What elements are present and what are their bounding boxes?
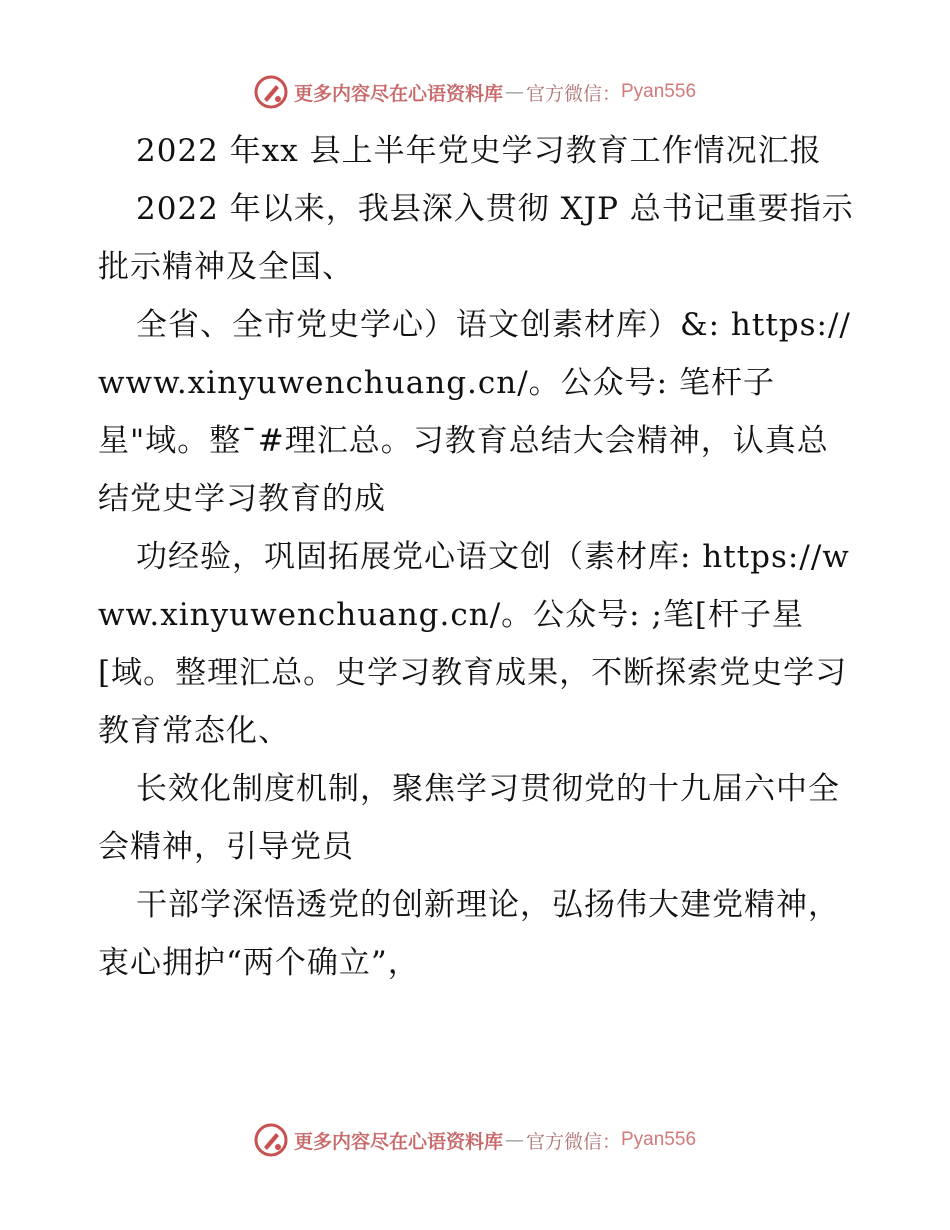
document-body bbox=[98, 122, 858, 992]
footer-watermark bbox=[0, 1120, 950, 1160]
watermark-id: Pyan556 bbox=[621, 81, 697, 102]
watermark-text: 更多内容尽在心语资料库 bbox=[293, 1130, 503, 1153]
watermark-dash: — bbox=[504, 81, 524, 103]
watermark-contact: 官方微信： bbox=[525, 82, 621, 105]
watermark-text: 更多内容尽在心语资料库 bbox=[293, 82, 503, 105]
paragraph: 功经验，巩固拓展党心语文创（素材库: https://www.xinyuwenchuang.cn/。公众号: ;笔[杆子星[域。整理汇总。史学习教育成果，不断探索党史学习教育常态化、 bbox=[98, 539, 850, 749]
paragraph: 干部学深悟透党的创新理论，弘扬伟大建党精神，衷心拥护“两个确立”， bbox=[98, 887, 840, 981]
paragraph: 2022 年以来，我县深入贯彻 XJP 总书记重要指示批示精神及全国、 bbox=[98, 191, 854, 285]
document-title: 2022 年xx 县上半年党史学习教育工作情况汇报 bbox=[136, 133, 822, 169]
pen-circle-logo-icon bbox=[254, 1123, 288, 1157]
header-watermark bbox=[0, 72, 950, 112]
watermark-dash: — bbox=[504, 1129, 524, 1151]
paragraph: 全省、全市党史学心）语文创素材库）&: https://www.xinyuwenchuang.cn/。公众号: 笔杆子星"域。整¯#理汇总。习教育总结大会精神，认真总结党史学习教育的成 bbox=[98, 307, 851, 517]
watermark-id: Pyan556 bbox=[621, 1129, 697, 1150]
paragraph: 长效化制度机制，聚焦学习贯彻党的十九届六中全会精神，引导党员 bbox=[98, 771, 840, 865]
pen-circle-logo-icon bbox=[254, 75, 288, 109]
watermark-contact: 官方微信： bbox=[525, 1130, 621, 1153]
